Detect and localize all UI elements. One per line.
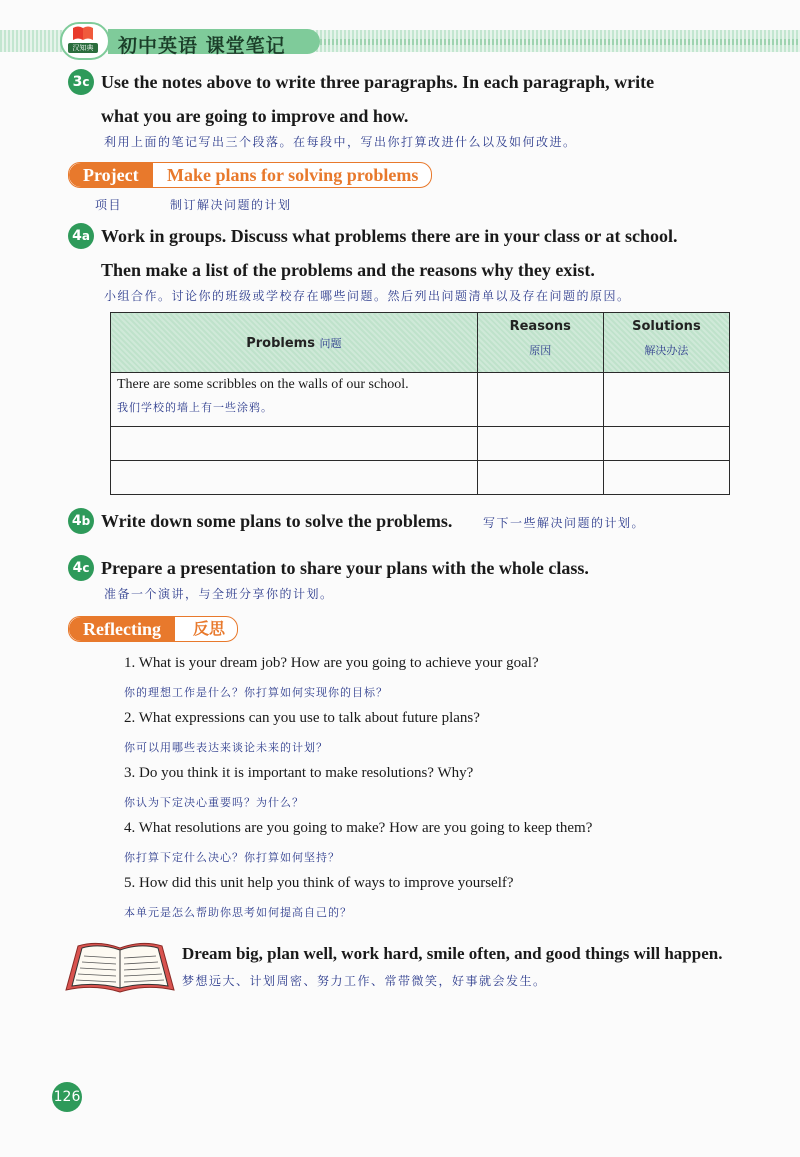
- reflecting-cn-label: 反思: [193, 619, 226, 638]
- reflect-q5: 5. How did this unit help you think of ways to improve yourself?: [124, 875, 514, 891]
- reflect-q3-cn: 你认为下定决心重要吗？为什么？: [124, 796, 304, 809]
- table-row: [111, 373, 730, 427]
- problems-table: [110, 312, 730, 495]
- row1-en: There are some scribbles on the walls of our school.: [117, 377, 409, 392]
- project-cn-label: 项目: [95, 198, 123, 212]
- header-problems-cn: 问题: [319, 336, 342, 350]
- table-cell[interactable]: [603, 373, 729, 427]
- quote-cn: 梦想远大、计划周密、努力工作、常带微笑，好事就会发生。: [182, 974, 547, 988]
- book-logo-icon: [72, 25, 94, 41]
- q4a-line2: Then make a list of the problems and the reasons why they exist.: [101, 260, 595, 280]
- project-title: Make plans for solving problems: [167, 165, 419, 185]
- reflect-q1-cn: 你的理想工作是什么？你打算如何实现你的目标？: [124, 686, 388, 699]
- header-title: 初中英语 课堂笔记: [118, 35, 286, 57]
- q3c-cn: 利用上面的笔记写出三个段落。在每段中，写出你打算改进什么以及如何改进。: [104, 135, 577, 149]
- reflect-q4: 4. What resolutions are you going to make? How are you going to keep them?: [124, 820, 593, 836]
- badge-3c: 3c: [68, 69, 94, 95]
- header-problems-en: Problems: [246, 335, 315, 351]
- project-banner: [68, 162, 432, 188]
- q4c-cn: 准备一个演讲，与全班分享你的计划。: [104, 587, 334, 601]
- q4a-cn: 小组合作。讨论你的班级或学校存在哪些问题。然后列出问题清单以及存在问题的原因。: [104, 289, 631, 303]
- q4a-line1: Work in groups. Discuss what problems there are in your class or at school.: [101, 226, 678, 246]
- q3c-line1: Use the notes above to write three paragraphs. In each paragraph, write: [101, 72, 655, 92]
- project-cn-title: 制订解决问题的计划: [170, 198, 292, 212]
- table-cell[interactable]: [477, 427, 603, 461]
- table-header-row: [111, 313, 730, 373]
- row1-cn: 我们学校的墙上有一些涂鸦。: [117, 401, 273, 414]
- table-cell[interactable]: [111, 461, 478, 495]
- table-row: [111, 427, 730, 461]
- table-cell[interactable]: [111, 373, 478, 427]
- table-cell[interactable]: [477, 373, 603, 427]
- header-decoration: [320, 39, 800, 45]
- header-solutions-en: Solutions: [632, 319, 701, 334]
- reflect-q1: 1. What is your dream job? How are you going to achieve your goal?: [124, 655, 539, 671]
- badge-4c: 4c: [68, 555, 94, 581]
- table-cell[interactable]: [477, 461, 603, 495]
- page-number: 126: [52, 1082, 82, 1112]
- open-book-icon: [62, 938, 178, 996]
- q4b-cn: 写下一些解决问题的计划。: [483, 516, 646, 530]
- table-cell[interactable]: [603, 461, 729, 495]
- q4b-en: Write down some plans to solve the problems.: [101, 511, 453, 531]
- reflect-q4-cn: 你打算下定什么决心？你打算如何坚持？: [124, 851, 340, 864]
- q3c-line2: what you are going to improve and how.: [101, 106, 409, 126]
- badge-4a: 4a: [68, 223, 94, 249]
- header-reasons-cn: 原因: [529, 344, 552, 357]
- reflect-q3: 3. Do you think it is important to make resolutions? Why?: [124, 765, 474, 781]
- reflect-q2: 2. What expressions can you use to talk about future plans?: [124, 710, 480, 726]
- header-solutions-cn: 解决办法: [644, 344, 689, 357]
- reflecting-banner: [68, 616, 238, 642]
- logo-tag: 汉知典: [68, 43, 98, 53]
- table-cell[interactable]: [111, 427, 478, 461]
- header-reasons: [477, 313, 603, 373]
- q4c-en: Prepare a presentation to share your plans with the whole class.: [101, 558, 589, 578]
- reflecting-label: Reflecting: [69, 617, 175, 641]
- badge-4b: 4b: [68, 508, 94, 534]
- table-row: [111, 461, 730, 495]
- header-solutions: [603, 313, 729, 373]
- quote-en: Dream big, plan well, work hard, smile often, and good things will happen.: [182, 944, 723, 963]
- reflect-q5-cn: 本单元是怎么帮助你思考如何提高自己的？: [124, 906, 352, 919]
- header-reasons-en: Reasons: [509, 319, 571, 334]
- reflect-q2-cn: 你可以用哪些表达来谈论未来的计划？: [124, 741, 328, 754]
- project-label: Project: [69, 163, 153, 187]
- table-cell[interactable]: [603, 427, 729, 461]
- header-problems: [111, 313, 478, 373]
